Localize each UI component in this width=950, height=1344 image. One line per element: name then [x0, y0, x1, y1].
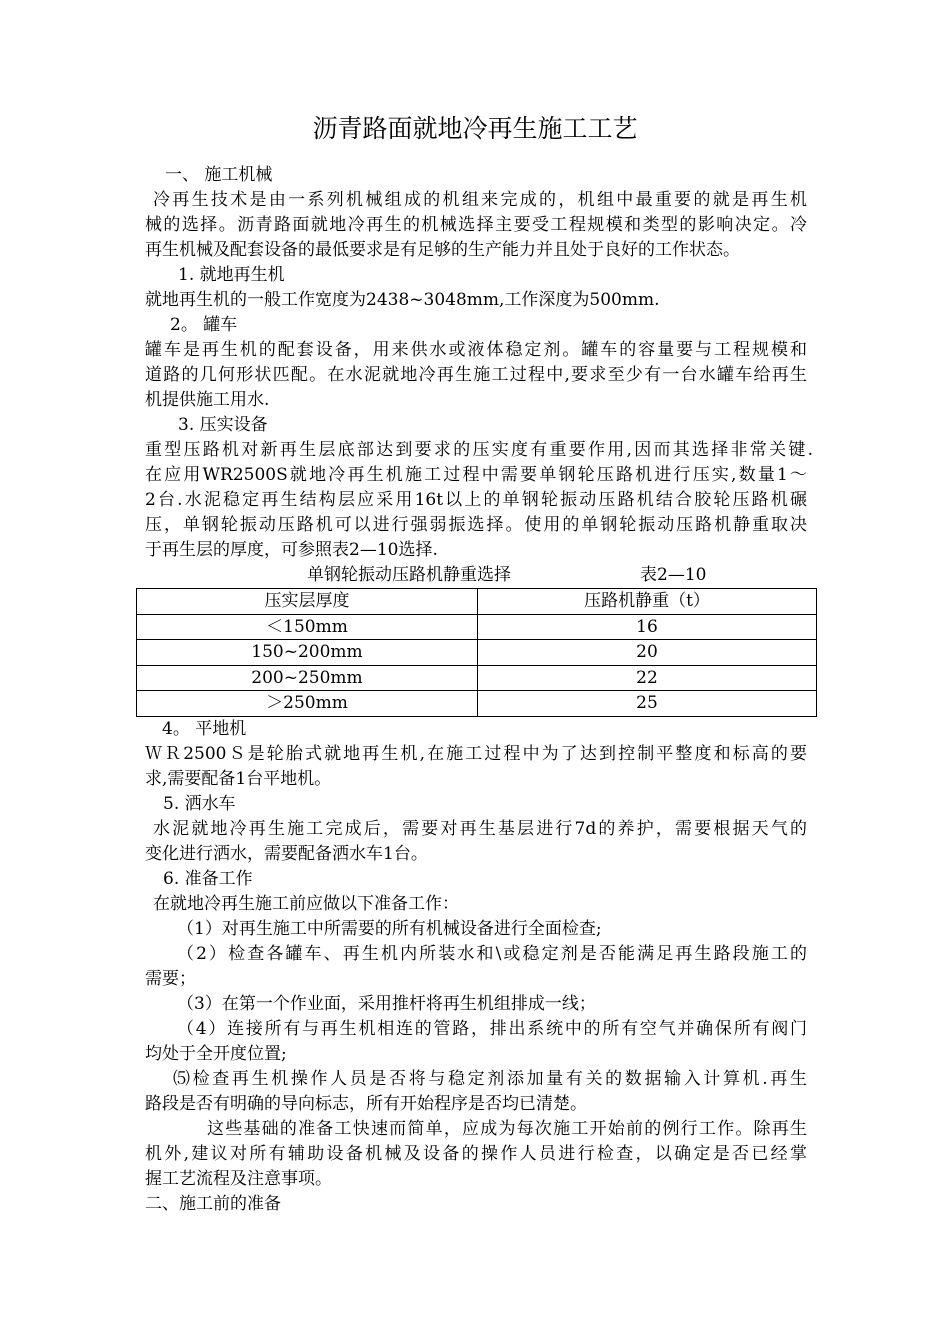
list-item-continued: 需要；	[145, 969, 196, 989]
table-cell: 25	[478, 691, 817, 717]
table-header-cell: 压实层厚度	[137, 589, 478, 615]
table-row	[137, 614, 817, 640]
roller-weight-table	[136, 588, 817, 717]
subheading-compaction: 3. 压实设备	[178, 415, 268, 435]
paragraph-line: 这些基础的准备工快速而简单，应成为每次施工开始前的例行工作。除再生	[207, 1119, 807, 1139]
table-cell: 200~250mm	[137, 665, 478, 691]
table-header-cell: 压路机静重（t）	[478, 589, 817, 615]
paragraph-line: 就地再生机的一般工作宽度为2438~3048mm,工作深度为500mm.	[145, 290, 660, 310]
list-item: （3）在第一个作业面，采用推杆将再生机组排成一线；	[177, 994, 596, 1014]
paragraph-line: 在就地冷再生施工前应做以下准备工作：	[153, 894, 459, 914]
paragraph-line: 道路的几何形状匹配。在水泥就地冷再生施工过程中,要求至少有一台水罐车给再生	[145, 365, 807, 385]
paragraph-line: 水泥就地冷再生施工完成后，需要对再生基层进行7d的养护，需要根据天气的	[153, 819, 807, 839]
section-heading-preparation: 二、施工前的准备	[145, 1194, 281, 1214]
document-title: 沥青路面就地冷再生施工工艺	[312, 114, 638, 143]
paragraph-line: 再生机械及配套设备的最低要求是有足够的生产能力并且处于良好的工作状态。	[145, 240, 740, 260]
paragraph-line: 求,需要配备1台平地机。	[145, 769, 332, 789]
paragraph-line: 握工艺流程及注意事项。	[145, 1169, 332, 1189]
table-cell: ＜150mm	[137, 614, 478, 640]
subheading-tanker: 2。 罐车	[170, 315, 238, 335]
list-item: （4）连接所有与再生机相连的管路，排出系统中的所有空气并确保所有阀门	[177, 1019, 807, 1039]
paragraph-line: 2台.水泥稳定再生结构层应采用16t以上的单钢轮振动压路机结合胶轮压路机碾	[145, 490, 807, 510]
paragraph-line: 重型压路机对新再生层底部达到要求的压实度有重要作用,因而其选择非常关键.	[145, 440, 813, 460]
table-row	[137, 691, 817, 717]
paragraph-line: 罐车是再生机的配套设备，用来供水或液体稳定剂。罐车的容量要与工程规模和	[145, 340, 807, 360]
paragraph-line: 在应用WR2500S就地冷再生机施工过程中需要单钢轮压路机进行压实,数量1～	[145, 465, 807, 485]
table-cell: ＞250mm	[137, 691, 478, 717]
table-number: 表2—10	[640, 565, 707, 585]
paragraph-line: 机外,建议对所有辅助设备机械及设备的操作人员进行检查，以确定是否已经掌	[145, 1144, 807, 1164]
subheading-sprinkler: 5. 洒水车	[163, 794, 236, 814]
table-caption: 单钢轮振动压路机静重选择	[307, 565, 511, 585]
paragraph-line: 械的选择。沥青路面就地冷再生的机械选择主要受工程规模和类型的影响决定。冷	[145, 215, 807, 235]
subheading-recycler: 1. 就地再生机	[178, 265, 285, 285]
table-row	[137, 640, 817, 666]
paragraph-line: 于再生层的厚度，可参照表2—10选择.	[145, 540, 438, 560]
list-item: （1）对再生施工中所需要的所有机械设备进行全面检查;	[177, 919, 602, 939]
table-cell: 150~200mm	[137, 640, 478, 666]
table-cell: 22	[478, 665, 817, 691]
paragraph-line: 机提供施工用水.	[145, 390, 270, 410]
list-item-continued: 路段是否有明确的导向标志，所有开始程序是否均已清楚。	[145, 1094, 587, 1114]
list-item: ⑸检查再生机操作人员是否将与稳定剂添加量有关的数据输入计算机.再生	[173, 1069, 807, 1089]
section-heading-equipment: 一、 施工机械	[165, 165, 273, 185]
list-item-continued: 均处于全开度位置;	[145, 1044, 287, 1064]
table-row	[137, 665, 817, 691]
paragraph-line: 压，单钢轮振动压路机可以进行强弱振选择。使用的单钢轮振动压路机静重取决	[145, 515, 807, 535]
paragraph-line: 变化进行洒水，需要配备洒水车1台。	[145, 844, 428, 864]
list-item: （2）检查各罐车、再生机内所装水和\或稳定剂是否能满足再生路段施工的	[177, 944, 807, 964]
table-cell: 20	[478, 640, 817, 666]
subheading-preparation: 6. 准备工作	[163, 869, 253, 889]
subheading-grader: 4。 平地机	[162, 719, 247, 739]
paragraph-line: 冷再生技术是由一系列机械组成的机组来完成的，机组中最重要的就是再生机	[153, 190, 807, 210]
paragraph-line: ＷＲ2500Ｓ是轮胎式就地再生机,在施工过程中为了达到控制平整度和标高的要	[145, 744, 807, 764]
table-cell: 16	[478, 614, 817, 640]
table-header-row	[137, 589, 817, 615]
